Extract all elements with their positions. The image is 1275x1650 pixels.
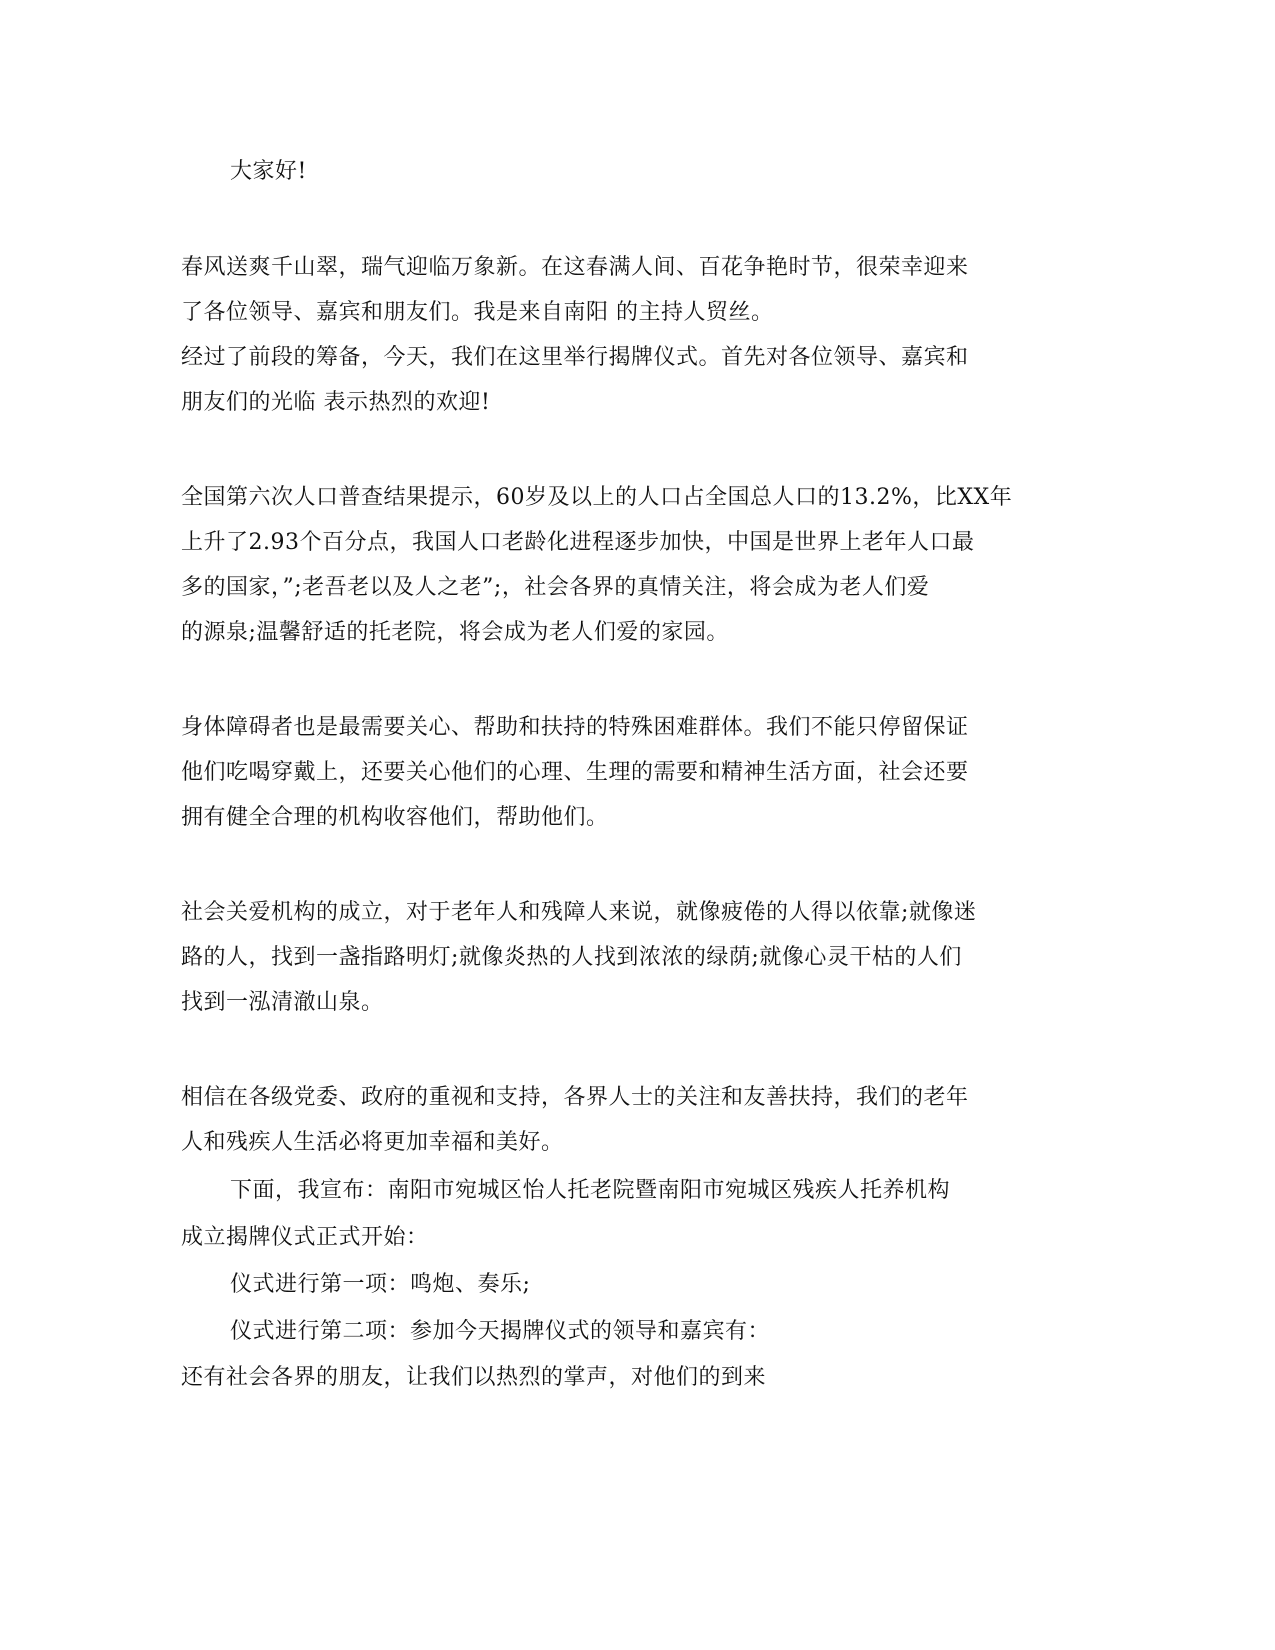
text-line: 全国第六次人口普查结果提示，60岁及以上的人口占全国总人口的13.2%，比XX年 — [181, 485, 1013, 510]
text-line: 人和残疾人生活必将更加幸福和美好。 — [181, 1130, 564, 1155]
text-line: 仪式进行第二项：参加今天揭牌仪式的领导和嘉宾有： — [230, 1319, 771, 1344]
text-line: 还有社会各界的朋友，让我们以热烈的掌声，对他们的到来 — [181, 1365, 767, 1390]
text-line: 经过了前段的筹备，今天，我们在这里举行揭牌仪式。首先对各位领导、嘉宾和 — [181, 345, 969, 370]
greeting-line: 大家好! — [230, 159, 307, 184]
text-line: 的源泉;温馨舒适的托老院，将会成为老人们爱的家园。 — [181, 620, 729, 645]
text-line: 社会关爱机构的成立，对于老年人和残障人来说，就像疲倦的人得以依靠;就像迷 — [181, 900, 977, 925]
text-line: 下面，我宣布：南阳市宛城区怡人托老院暨南阳市宛城区残疾人托养机构 — [230, 1178, 951, 1203]
text-line: 拥有健全合理的机构收容他们，帮助他们。 — [181, 805, 609, 830]
text-line: 春风送爽千山翠，瑞气迎临万象新。在这春满人间、百花争艳时节，很荣幸迎来 — [181, 255, 969, 280]
text-line: 找到一泓清澈山泉。 — [181, 990, 384, 1015]
text-line: 他们吃喝穿戴上，还要关心他们的心理、生理的需要和精神生活方面，社会还要 — [181, 760, 969, 785]
text-line: 了各位领导、嘉宾和朋友们。我是来自南阳 的主持人贸丝。 — [181, 300, 774, 325]
text-line: 身体障碍者也是最需要关心、帮助和扶持的特殊困难群体。我们不能只停留保证 — [181, 715, 969, 740]
text-line: 上升了2.93个百分点，我国人口老龄化进程逐步加快，中国是世界上老年人口最 — [181, 530, 975, 555]
text-line: 相信在各级党委、政府的重视和支持，各界人士的关注和友善扶持，我们的老年 — [181, 1085, 969, 1110]
text-line: 多的国家，”;老吾老以及人之老”;，社会各界的真情关注，将会成为老人们爱 — [181, 575, 930, 600]
text-line: 成立揭牌仪式正式开始： — [181, 1225, 429, 1250]
text-line: 朋友们的光临 表示热烈的欢迎! — [181, 390, 491, 415]
text-line: 仪式进行第一项：鸣炮、奏乐; — [230, 1272, 531, 1297]
text-line: 路的人，找到一盏指路明灯;就像炎热的人找到浓浓的绿荫;就像心灵干枯的人们 — [181, 945, 962, 970]
